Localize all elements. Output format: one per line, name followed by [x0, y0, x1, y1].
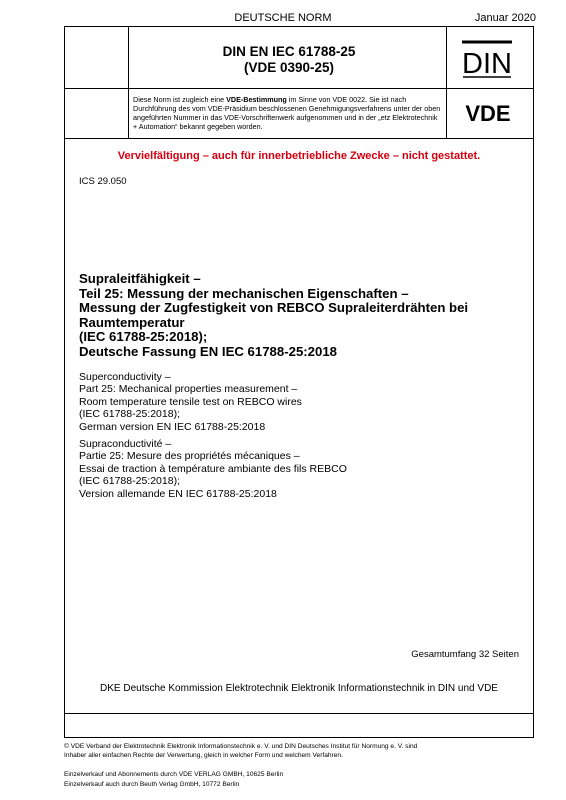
footer-divider	[64, 713, 534, 714]
sales-line-vde: Einzelverkauf und Abonnements durch VDE VERLAG GMBH, 10625 Berlin	[64, 771, 284, 778]
header-divider	[64, 88, 534, 89]
title-german: Supraleitfähigkeit – Teil 25: Messung der mechanischen Eigenschaften – Messung der Zugfestigkeit von REBCO Supraleiterdrähten bei Raumtemperatur (IEC 61788-25:2018); Deutsche Fassung EN IEC 61788-25:2018	[79, 271, 469, 359]
title-english: Superconductivity – Part 25: Mechanical properties measurement – Room temperature tensile test on REBCO wires (IEC 61788-25:2018); German version EN IEC 61788-25:2018	[79, 371, 302, 433]
vde-number: (VDE 0390-25)	[243, 60, 335, 75]
norm-label: DEUTSCHE NORM	[234, 12, 332, 24]
vde-notice-prefix: Diese Norm ist zugleich eine	[133, 95, 227, 104]
left-column-divider	[128, 26, 129, 138]
vde-notice-text: im Sinne von VDE 0022. Sie ist nach Durchführung des vom VDE-Präsidium beschlossenen Genehmigungsverfahrens unter der oben angeführten Nummer in das VDE-Vorschriftenwerk aufgenommen und in der „etz Elektrotechnik + Automation“ bekannt gegeben worden.	[133, 95, 441, 131]
right-column-divider	[446, 26, 447, 138]
vde-logo-text: VDE	[465, 102, 511, 124]
sales-line-beuth: Einzelverkauf auch durch Beuth Verlag GmbH, 10772 Berlin	[64, 781, 240, 788]
copyright-notice: © VDE Verband der Elektrotechnik Elektronik Informationstechnik e. V. und DIN Deutsches Institut für Normung e. V. sind Inhaber aller einfachen Rechte der Verwertung, gleich in welcher Form und welchem Verfahren.	[64, 743, 418, 759]
vde-notice-bold: VDE-Bestimmung	[226, 95, 287, 104]
vde-logo	[450, 102, 526, 124]
vde-notice	[133, 95, 443, 131]
title-french: Supraconductivité – Partie 25: Mesure des propriétés mécaniques – Essai de traction à température ambiante des fils REBCO (IEC 61788-25:2018); Version allemande EN IEC 61788-25:2018	[79, 438, 347, 500]
sales-info	[64, 770, 534, 790]
reproduction-notice: Vervielfältigung – auch für innerbetriebliche Zwecke – nicht gestattet.	[117, 150, 481, 162]
dke-line: DKE Deutsche Kommission Elektrotechnik Elektronik Informationstechnik in DIN und VDE	[100, 683, 498, 694]
total-pages: Gesamtumfang 32 Seiten	[411, 649, 519, 660]
ics-code: ICS 29.050	[79, 176, 127, 187]
din-logo-text: DIN	[462, 48, 512, 80]
standard-designation	[132, 44, 446, 76]
issue-date: Januar 2020	[474, 12, 536, 24]
header-bottom-divider	[64, 138, 534, 139]
standard-number: DIN EN IEC 61788-25	[222, 44, 356, 59]
din-logo	[458, 40, 516, 80]
